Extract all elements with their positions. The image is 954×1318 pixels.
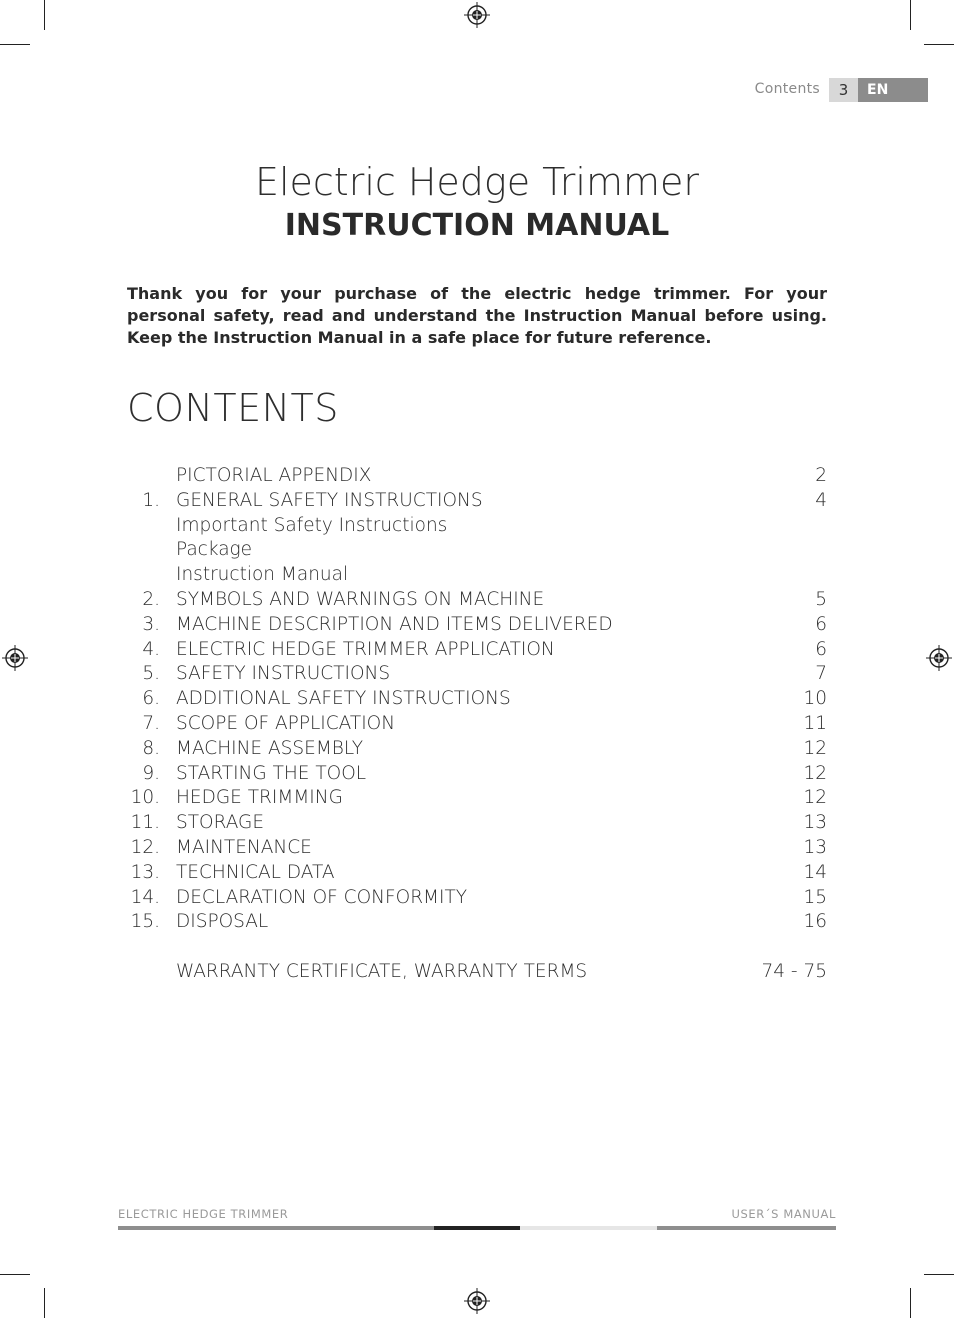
- toc-label: Important Safety Instructions: [176, 514, 448, 536]
- toc-label: ADDITIONAL SAFETY INSTRUCTIONS: [176, 688, 511, 710]
- toc-label: STARTING THE TOOL: [176, 762, 367, 784]
- crop-mark: [924, 44, 954, 45]
- toc-label: HEDGE TRIMMING: [176, 787, 343, 809]
- toc-number: 14.: [130, 886, 160, 908]
- toc-label: MACHINE DESCRIPTION AND ITEMS DELIVERED: [176, 613, 613, 635]
- toc-page-number: 10: [803, 688, 827, 710]
- toc-page-number: 16: [803, 911, 827, 933]
- toc-number: 4.: [142, 638, 160, 660]
- toc-number: 9.: [142, 762, 160, 784]
- toc-label: ELECTRIC HEDGE TRIMMER APPLICATION: [176, 638, 555, 660]
- toc-label: Package: [176, 539, 253, 561]
- toc-label: SCOPE OF APPLICATION: [176, 712, 396, 734]
- toc-number: 7.: [142, 712, 160, 734]
- toc-page-number: 2: [815, 465, 827, 486]
- toc-page-number: 6: [815, 638, 827, 660]
- document-subtitle: INSTRUCTION MANUAL: [284, 208, 670, 243]
- toc-row: [127, 687, 827, 712]
- toc-page-number: 11: [803, 712, 827, 734]
- toc-page-number: 15: [803, 886, 827, 908]
- toc-row: [127, 538, 827, 563]
- toc-label: WARRANTY CERTIFICATE, WARRANTY TERMS: [176, 960, 588, 982]
- toc-page-number: 12: [803, 762, 827, 784]
- footer-product-name: ELECTRIC HEDGE TRIMMER: [118, 1207, 289, 1221]
- toc-row: [127, 638, 827, 663]
- toc-row: [127, 935, 827, 960]
- toc-page-number: 12: [803, 787, 827, 809]
- toc-page-number: 12: [803, 737, 827, 759]
- toc-page-number: 74 - 75: [761, 960, 827, 982]
- footer-bar-segment: [434, 1226, 520, 1230]
- toc-row: [127, 662, 827, 687]
- toc-label: SAFETY INSTRUCTIONS: [176, 663, 391, 685]
- toc-row: [127, 836, 827, 861]
- toc-row: [127, 786, 827, 811]
- toc-label: TECHNICAL DATA: [176, 861, 335, 883]
- toc-label: STORAGE: [176, 812, 265, 834]
- toc-label: DECLARATION OF CONFORMITY: [176, 886, 468, 908]
- toc-number: 5.: [142, 663, 160, 685]
- footer-manual-label: USER´S MANUAL: [731, 1207, 836, 1221]
- crop-mark: [0, 1274, 30, 1275]
- toc-number: 15.: [130, 911, 160, 933]
- toc-page-number: 7: [815, 663, 827, 685]
- registration-mark-icon: [2, 645, 28, 671]
- toc-number: 2.: [142, 588, 160, 610]
- toc-page-number: 14: [803, 861, 827, 883]
- crop-mark: [44, 0, 45, 30]
- toc-label: GENERAL SAFETY INSTRUCTIONS: [176, 489, 483, 511]
- crop-mark: [44, 1288, 45, 1318]
- toc-row: [127, 910, 827, 935]
- registration-mark-icon: [464, 2, 490, 28]
- toc-number: 1.: [142, 489, 160, 511]
- header-language-tab: EN: [858, 78, 928, 102]
- toc-row: [127, 563, 827, 588]
- toc-label: PICTORIAL APPENDIX: [176, 465, 372, 486]
- footer-bar-segment: [520, 1226, 657, 1230]
- toc-row: [127, 712, 827, 737]
- toc-number: 11.: [130, 812, 160, 834]
- toc-number: 12.: [130, 836, 160, 858]
- toc-page-number: 4: [815, 489, 827, 511]
- header-page-number: 3: [829, 78, 858, 102]
- toc-page-number: 5: [815, 588, 827, 610]
- intro-paragraph: Thank you for your purchase of the electric hedge trimmer. For your personal safety, read and understand the Instruction Manual before using. Keep the Instruction Manual in a safe place for future reference.: [127, 284, 827, 347]
- registration-mark-icon: [926, 645, 952, 671]
- toc-number: 8.: [142, 737, 160, 759]
- toc-row: [127, 886, 827, 911]
- toc-label: Instruction Manual: [176, 564, 349, 586]
- toc-label: DISPOSAL: [176, 911, 269, 933]
- toc-number: 6.: [142, 688, 160, 710]
- toc-page-number: 6: [815, 613, 827, 635]
- toc-row: [127, 613, 827, 638]
- toc-row: [127, 489, 827, 514]
- toc-row: [127, 762, 827, 787]
- toc-row: [127, 464, 827, 489]
- toc-number: 13.: [130, 861, 160, 883]
- toc-page-number: 13: [803, 812, 827, 834]
- toc-row: [127, 861, 827, 886]
- footer-bar-segment: [118, 1226, 434, 1230]
- registration-mark-icon: [464, 1288, 490, 1314]
- toc-number: 3.: [142, 613, 160, 635]
- toc-page-number: 13: [803, 836, 827, 858]
- toc-label: MAINTENANCE: [176, 836, 312, 858]
- toc-row: [127, 960, 827, 985]
- crop-mark: [910, 1288, 911, 1318]
- toc-label: MACHINE ASSEMBLY: [176, 737, 364, 759]
- toc-number: 10.: [130, 787, 160, 809]
- header-section-label: Contents: [754, 81, 820, 97]
- crop-mark: [0, 44, 30, 45]
- crop-mark: [924, 1274, 954, 1275]
- contents-heading: CONTENTS: [127, 386, 339, 430]
- crop-mark: [910, 0, 911, 30]
- document-title: Electric Hedge Trimmer: [254, 160, 700, 204]
- toc-row: [127, 737, 827, 762]
- toc-label: SYMBOLS AND WARNINGS ON MACHINE: [176, 588, 545, 610]
- toc-row: [127, 811, 827, 836]
- footer-bar-segment: [657, 1226, 836, 1230]
- toc-row: [127, 588, 827, 613]
- toc-row: [127, 514, 827, 539]
- table-of-contents: [127, 464, 827, 985]
